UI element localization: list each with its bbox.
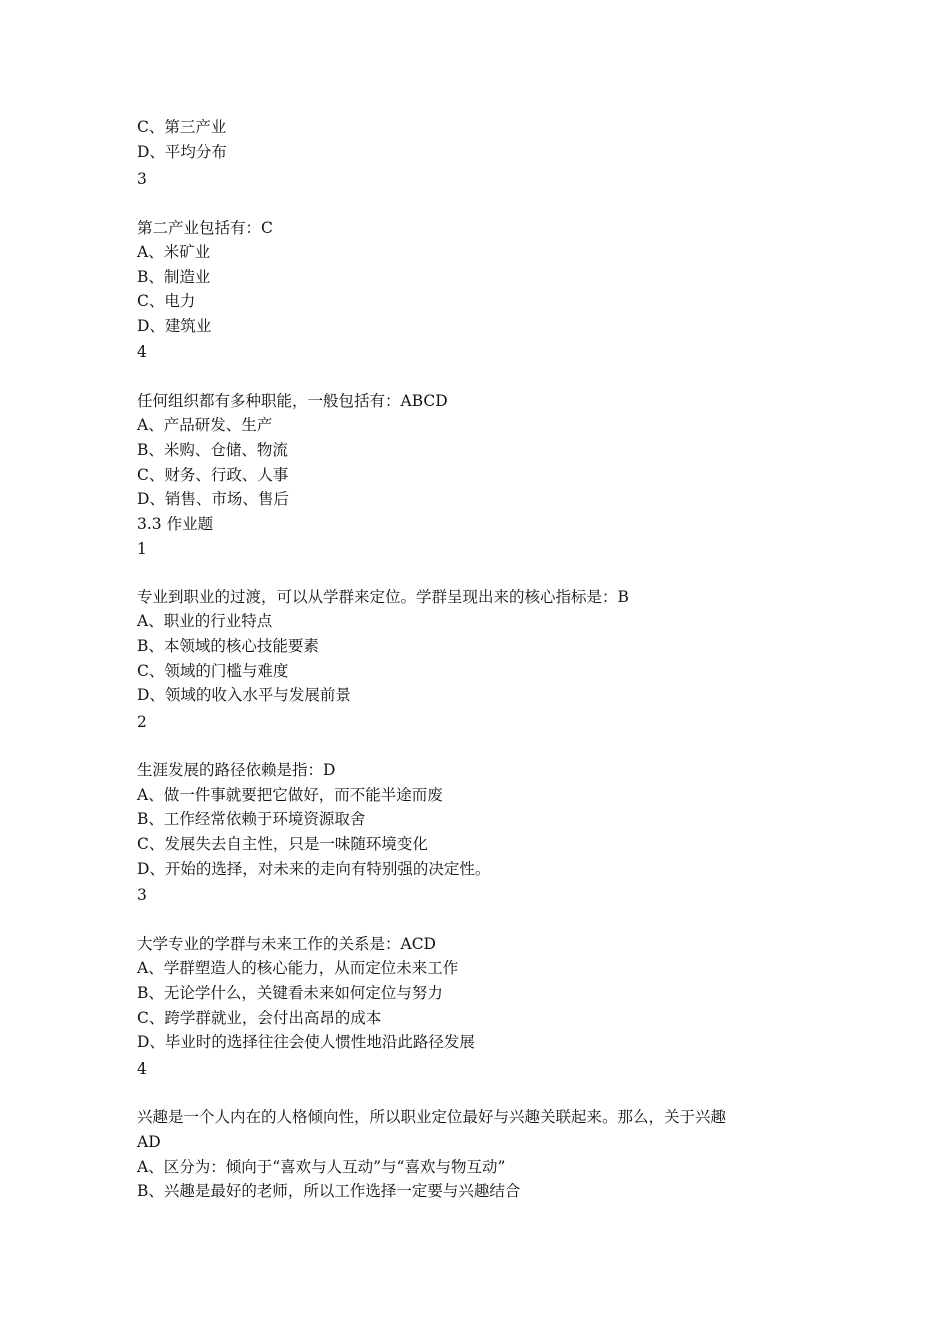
option-a: A、米矿业: [137, 243, 211, 261]
option-d: D、开始的选择，对未来的走向有特别强的决定性。: [137, 860, 491, 878]
question-number: 1: [137, 540, 147, 558]
option-c: C、财务、行政、人事: [137, 466, 289, 484]
option-d: D、销售、市场、售后: [137, 490, 289, 508]
option-b: B、本领域的核心技能要素: [137, 637, 319, 655]
option-d: D、建筑业: [137, 317, 212, 335]
option-b: B、制造业: [137, 268, 211, 286]
option-b: B、工作经常依赖于环境资源取舍: [137, 810, 366, 828]
option-c: C、领域的门槛与难度: [137, 662, 289, 680]
question-number: 4: [137, 343, 147, 361]
option-a: A、职业的行业特点: [137, 612, 273, 630]
option-c: C、发展失去自主性，只是一味随环境变化: [137, 835, 428, 853]
question-text: 兴趣是一个人内在的人格倾向性，所以职业定位最好与兴趣关联起来。那么，关于兴趣: [137, 1108, 727, 1126]
question-text: 第二产业包括有：C: [137, 219, 273, 237]
option-a: A、产品研发、生产: [137, 416, 273, 434]
option-c: C、跨学群就业，会付出高昂的成本: [137, 1009, 382, 1027]
option-a: A、做一件事就要把它做好，而不能半途而废: [137, 786, 443, 804]
text-line: C、第三产业: [137, 118, 227, 136]
option-b: B、无论学什么，关键看未来如何定位与努力: [137, 984, 443, 1002]
option-b: B、米购、仓储、物流: [137, 441, 288, 459]
option-d: D、领域的收入水平与发展前景: [137, 686, 351, 704]
question-text: 生涯发展的路径依赖是指：D: [137, 761, 336, 779]
question-number: 3: [137, 886, 147, 904]
question-text: 大学专业的学群与未来工作的关系是：ACD: [137, 935, 436, 953]
question-text: 任何组织都有多种职能，一般包括有：ABCD: [137, 392, 448, 410]
option-b: B、兴趣是最好的老师，所以工作选择一定要与兴趣结合: [137, 1182, 521, 1200]
question-number: 3: [137, 170, 147, 188]
option-a: A、区分为：倾向于“喜欢与人互动”与“喜欢与物互动”: [137, 1158, 506, 1176]
question-number: 4: [137, 1060, 147, 1078]
option-c: C、电力: [137, 292, 196, 310]
option-d: D、毕业时的选择往往会使人惯性地沿此路径发展: [137, 1033, 475, 1051]
question-text: 专业到职业的过渡，可以从学群来定位。学群呈现出来的核心指标是：B: [137, 588, 629, 606]
question-answer: AD: [137, 1133, 161, 1151]
text-line: D、平均分布: [137, 143, 227, 161]
question-number: 2: [137, 713, 147, 731]
section-heading: 3.3 作业题: [137, 515, 214, 533]
option-a: A、学群塑造人的核心能力，从而定位未来工作: [137, 959, 459, 977]
